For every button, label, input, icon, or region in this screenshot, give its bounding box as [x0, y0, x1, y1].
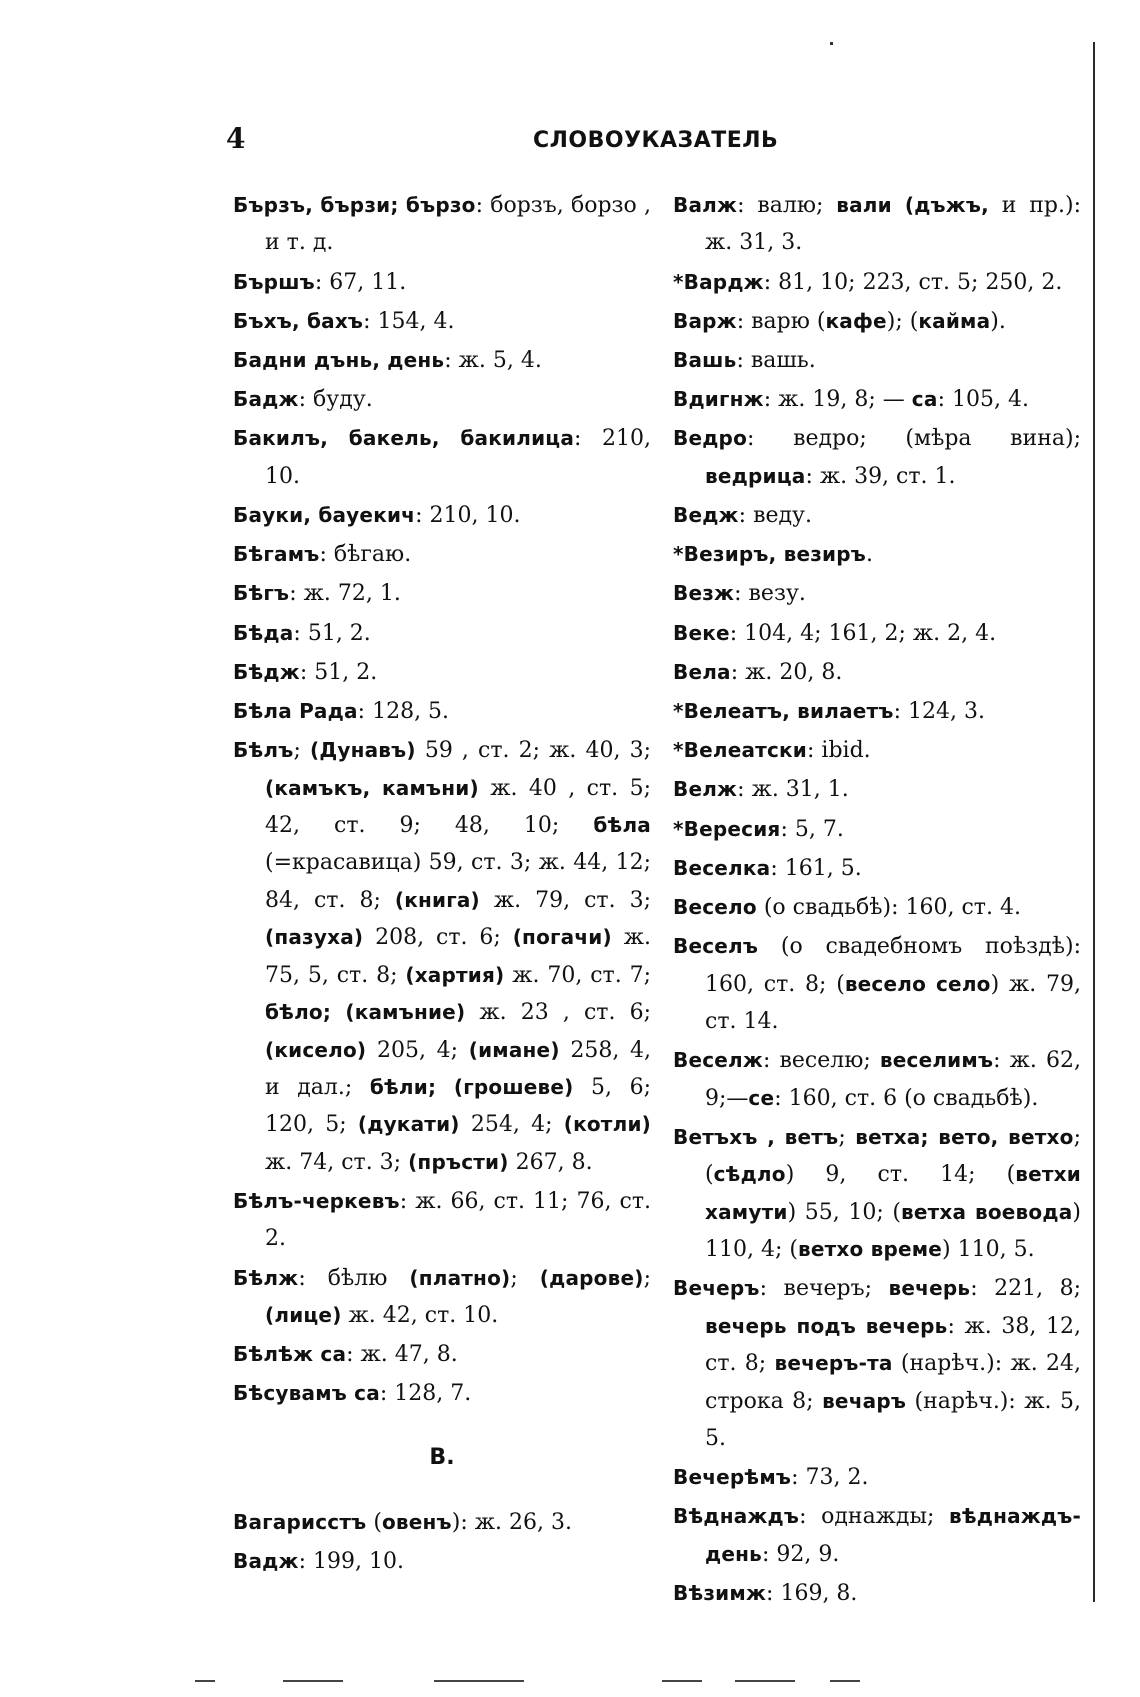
entry-text: : 210, 10.	[415, 503, 521, 529]
entry-text: : 160, ст. 6 (о свадьбѣ).	[774, 1085, 1039, 1111]
entry-text: : веду.	[738, 503, 812, 529]
entry-text: : 128, 5.	[357, 699, 450, 725]
headword: Веселка	[673, 855, 771, 880]
bold-term: (пръсти)	[408, 1149, 509, 1174]
entry-text: : ж. 19, 8; —	[763, 387, 912, 413]
headword: Бъхъ, бахъ	[233, 308, 364, 333]
headword: Бакилъ, бакель, бакилица	[233, 426, 575, 451]
entry-text: ж. 42, ст. 10.	[341, 1302, 499, 1328]
bold-term: вали (дъжъ,	[836, 193, 989, 217]
entry-text: 205, 4;	[366, 1037, 469, 1063]
entry-text: : ж. 62, 9;—	[705, 1048, 1081, 1111]
headword: Бѣгъ	[233, 581, 290, 606]
entry-text: ) 55, 10; (	[787, 1199, 901, 1225]
entry-text: ); (	[886, 308, 919, 334]
headword: Валж	[673, 193, 738, 217]
entry-text: ).	[990, 308, 1006, 334]
bold-term: весело село	[844, 971, 991, 996]
index-entry	[673, 575, 1081, 612]
headword: Бауки, бауекич	[233, 503, 416, 528]
entry-text: ) ж. 79, ст. 14.	[705, 971, 1081, 1035]
entry-text: : 128, 7.	[379, 1381, 472, 1407]
bold-term: ведрица	[705, 463, 806, 488]
headword: Варж	[673, 308, 737, 333]
headword: *Велеатъ, вилаетъ	[673, 699, 894, 724]
headword: Бързъ, бързи; бързо	[233, 193, 476, 217]
entry-text: ;	[838, 1124, 856, 1150]
entry-text: : валю;	[737, 193, 837, 218]
index-entry	[673, 381, 1081, 418]
entry-text: : ж. 31, 1.	[737, 777, 849, 803]
entry-text: 254, 4;	[459, 1112, 564, 1138]
entry-text: ) 110, 4; (	[705, 1199, 1081, 1263]
headword: Бѣдж	[233, 659, 300, 684]
bold-term: (хартия)	[405, 962, 505, 987]
entry-text: : 199, 10.	[298, 1549, 404, 1575]
entry-text: ж. 75, 5, ст. 8;	[265, 925, 651, 988]
entry-text: ж. 74, ст. 3;	[265, 1149, 409, 1175]
footer-smudge	[830, 1680, 860, 1682]
headword: Вдигнж	[673, 387, 764, 412]
headword: Веселъ	[673, 934, 759, 959]
bold-term: вѣднаждъ-день	[705, 1504, 1081, 1566]
index-entry	[233, 303, 651, 340]
entry-text: : ж. 72, 1.	[289, 581, 401, 607]
entry-text: : 124, 3.	[893, 699, 985, 725]
entry-text: : 5, 7.	[780, 816, 844, 842]
entry-text: : веселю;	[762, 1048, 880, 1074]
entry-text: ж. 23 , ст. 6;	[465, 1000, 651, 1026]
entry-text: (нарѣч.): ж. 24, строка 8;	[705, 1351, 1081, 1414]
entry-text: ;	[510, 1265, 540, 1291]
headword: Вадж	[233, 1549, 299, 1574]
entry-text: : 161, 5.	[770, 855, 862, 881]
entry-text: : буду.	[298, 387, 373, 413]
headword: Ведж	[673, 503, 739, 528]
entry-text: ) 110, 5.	[942, 1237, 1035, 1263]
index-entry	[233, 1543, 651, 1580]
index-entry	[233, 1183, 651, 1258]
index-entry	[673, 420, 1081, 495]
index-entry	[233, 420, 651, 495]
entry-text: : 169, 8.	[766, 1580, 858, 1606]
entry-text: ж. 79, ст. 3;	[479, 887, 651, 913]
bold-term: бѣли; (грошеве)	[369, 1074, 574, 1099]
entry-text: : 104, 4; 161, 2; ж. 2, 4.	[729, 620, 997, 646]
headword: Везж	[673, 581, 735, 606]
index-entry	[673, 732, 1081, 769]
bold-term: (платно)	[409, 1265, 511, 1290]
index-entry	[233, 575, 651, 612]
headword: Весело	[673, 895, 757, 920]
bold-term: ветхо време	[797, 1237, 943, 1262]
entry-text: 267, 8.	[508, 1149, 593, 1175]
entry-text: ): ж. 26, 3.	[451, 1510, 572, 1536]
running-title: СЛОВОУКАЗАТЕЛЬ	[533, 128, 779, 153]
entry-text: (=красавица) 59, ст. 3; ж. 44, 12; 84, ст. 8;	[265, 850, 651, 913]
headword: Вела	[673, 659, 731, 684]
index-entry	[673, 811, 1081, 848]
entry-text: : борзъ, борзо , и т. д.	[265, 193, 652, 256]
index-entry	[233, 1336, 651, 1373]
index-entry	[233, 1375, 651, 1412]
entry-text: : ведро; (мѣра вина);	[747, 426, 1081, 452]
speck-mark	[830, 42, 833, 45]
page-edge-line	[1093, 42, 1095, 1602]
entry-text: : 81, 10; 223, ст. 5; 250, 2.	[763, 269, 1063, 295]
headword: Веке	[673, 620, 730, 645]
entry-text: 5, 6; 120, 5;	[265, 1074, 651, 1138]
index-entry	[233, 264, 651, 301]
bold-term: бѣло; (камъние)	[265, 1000, 466, 1025]
bold-term: вечеръ-та	[774, 1351, 893, 1376]
headword: Бѣсувамъ са	[233, 1381, 380, 1406]
index-entry	[673, 303, 1081, 340]
index-entry	[673, 1459, 1081, 1496]
index-entry	[673, 615, 1081, 652]
entry-text: : бѣгаю.	[319, 542, 412, 568]
entry-text: : варю (	[736, 308, 826, 334]
headword: Вашь	[673, 348, 737, 373]
index-entry	[233, 654, 651, 691]
index-entry	[233, 497, 651, 534]
headword: Бадни дънь, день	[233, 348, 445, 373]
headword: Бѣлѣж са	[233, 1342, 347, 1367]
entry-text: .	[866, 542, 874, 568]
bold-term: вечаръ	[822, 1388, 907, 1413]
headword: Бѣлъ-черкевъ	[233, 1188, 400, 1213]
entry-text: ж. 40 , ст. 5; 42, ст. 9; 48, 10;	[265, 775, 651, 839]
headword: *Везиръ, вeзиръ	[673, 542, 867, 567]
entry-text: : ж. 5, 4.	[444, 348, 542, 374]
index-entry	[673, 497, 1081, 534]
headword: Вагарисстъ	[233, 1510, 367, 1535]
headword: Бѣгамъ	[233, 542, 320, 567]
entry-text: : 210, 10.	[265, 426, 652, 489]
bold-term: са	[911, 387, 938, 412]
index-entry	[673, 850, 1081, 887]
index-entry	[233, 381, 651, 418]
index-entry	[233, 693, 651, 730]
bold-term: (пазуха)	[265, 925, 364, 950]
page-header	[0, 122, 1140, 162]
bold-term: (книга)	[394, 887, 480, 912]
index-entry	[233, 187, 651, 262]
entry-text: ; (	[705, 1124, 1081, 1188]
entry-text: 59 , ст. 2; ж. 40, 3;	[415, 738, 652, 764]
index-entry	[233, 615, 651, 652]
right-column	[673, 187, 1081, 1614]
bold-term: ветхи хамути	[705, 1162, 1081, 1224]
entry-text: : ж. 66, ст. 11; 76, ст. 2.	[265, 1188, 651, 1252]
footer-smudge	[434, 1680, 524, 1682]
entry-text: : 73, 2.	[791, 1465, 869, 1491]
headword: Бадж	[233, 387, 299, 412]
index-entry	[673, 264, 1081, 301]
index-entry	[233, 1504, 651, 1541]
headword: Бѣлж	[233, 1265, 299, 1290]
entry-text: : однажды;	[799, 1504, 949, 1530]
index-entry	[233, 732, 651, 1181]
entry-text: (нарѣч.): ж. 5, 5.	[705, 1388, 1081, 1451]
bold-term: кайма	[918, 308, 991, 333]
index-entry	[673, 771, 1081, 808]
index-entry	[673, 693, 1081, 730]
index-entry	[673, 1575, 1081, 1612]
entry-text: : вашь.	[736, 348, 816, 374]
bold-term: кафе	[825, 308, 887, 333]
entry-text: : ж. 47, 8.	[346, 1342, 458, 1368]
bold-term: (погачи)	[512, 925, 612, 950]
index-entry	[673, 1498, 1081, 1573]
entry-text: : ж. 39, ст. 1.	[805, 463, 956, 489]
section-letter-heading: В.	[429, 1444, 455, 1470]
bold-term: (дукати)	[357, 1112, 460, 1137]
bold-term: (Дунавъ)	[309, 738, 416, 763]
entry-text: (	[366, 1510, 382, 1536]
bold-term: веселимъ	[879, 1048, 994, 1073]
index-entry	[673, 928, 1081, 1040]
bold-term: бѣла	[593, 813, 651, 838]
entry-text: ж. 70, ст. 7;	[504, 962, 651, 988]
footer-smudge	[195, 1680, 215, 1682]
bold-term: се	[748, 1085, 775, 1110]
entry-text: 208, ст. 6;	[363, 925, 513, 951]
entry-text: 258, 4, и дал.;	[265, 1037, 651, 1100]
index-entry	[673, 1270, 1081, 1457]
headword: *Вересия	[673, 816, 781, 841]
index-entry	[233, 536, 651, 573]
index-entry	[673, 1042, 1081, 1117]
entry-text: : 51, 2.	[299, 659, 378, 685]
bold-term: (лице)	[265, 1302, 342, 1327]
entry-text: : 51, 2.	[293, 620, 371, 646]
footer-smudge	[283, 1680, 343, 1682]
headword: *Велеатски	[673, 738, 808, 763]
index-entry	[673, 536, 1081, 573]
entry-text: ) 9, ст. 14; (	[785, 1162, 1016, 1188]
footer-smudge	[735, 1680, 795, 1682]
entry-text: : 154, 4.	[363, 308, 455, 334]
bold-term: ветха; вето, ветхо	[855, 1124, 1074, 1149]
bold-term: (камъкъ, камъни)	[265, 775, 479, 800]
entry-text: : ж. 20, 8.	[730, 659, 843, 685]
index-entry	[673, 1119, 1081, 1269]
entry-text: : 105, 4.	[937, 387, 1029, 413]
index-entry	[233, 342, 651, 379]
bold-term: овенъ	[381, 1510, 452, 1535]
page-number: 4	[226, 122, 246, 155]
bold-term: вечерь	[888, 1276, 971, 1301]
bold-term: сѣдло	[713, 1162, 786, 1187]
headword: Бѣла Рада	[233, 699, 358, 724]
headword: Бѣда	[233, 620, 294, 645]
bold-term: (дарове)	[539, 1265, 644, 1290]
bold-term: ветха воевода	[901, 1199, 1073, 1224]
bold-term: (кисело)	[265, 1037, 367, 1062]
index-entry	[233, 1260, 651, 1335]
headword: *Вардж	[673, 269, 764, 294]
index-entry	[673, 654, 1081, 691]
entry-text: : 221, 8;	[970, 1276, 1081, 1302]
index-entry	[673, 889, 1081, 926]
entry-text: : везу.	[734, 581, 806, 607]
headword: Веселж	[673, 1048, 763, 1073]
headword: Вѣднаждъ	[673, 1504, 800, 1529]
entry-text: : ж. 38, 12, ст. 8;	[705, 1313, 1081, 1377]
index-entry	[673, 187, 1081, 262]
entry-text: ;	[293, 738, 310, 764]
headword: Бѣлъ	[233, 738, 294, 763]
entry-text: (о свадьбѣ): 160, ст. 4.	[756, 895, 1021, 921]
entry-text: и пр.): ж. 31, 3.	[705, 193, 1081, 256]
left-column	[233, 187, 651, 1583]
entry-text: : вечеръ;	[759, 1276, 889, 1302]
footer-smudge	[662, 1680, 702, 1682]
entry-text: (о свадебномъ поѣздѣ): 160, ст. 8; (	[705, 934, 1081, 997]
index-entry	[673, 342, 1081, 379]
headword: Бършъ	[233, 269, 315, 294]
entry-text: : 92, 9.	[761, 1541, 840, 1567]
bold-term: (котли)	[563, 1112, 651, 1137]
headword: Вечеръ	[673, 1276, 760, 1301]
entry-text: : 67, 11.	[314, 269, 407, 295]
entry-text: : бѣлю	[298, 1265, 410, 1291]
headword: Ветъхъ , ветъ	[673, 1124, 839, 1149]
headword: Вѣзимж	[673, 1580, 767, 1605]
headword: Вечерѣмъ	[673, 1465, 792, 1490]
bold-term: вечерь подъ вечерь	[705, 1313, 948, 1338]
bold-term: (имане)	[468, 1037, 560, 1062]
entry-text: : ibid.	[807, 738, 871, 764]
headword: Ведро	[673, 426, 748, 451]
entry-text: ;	[643, 1265, 651, 1291]
headword: Велж	[673, 777, 738, 802]
